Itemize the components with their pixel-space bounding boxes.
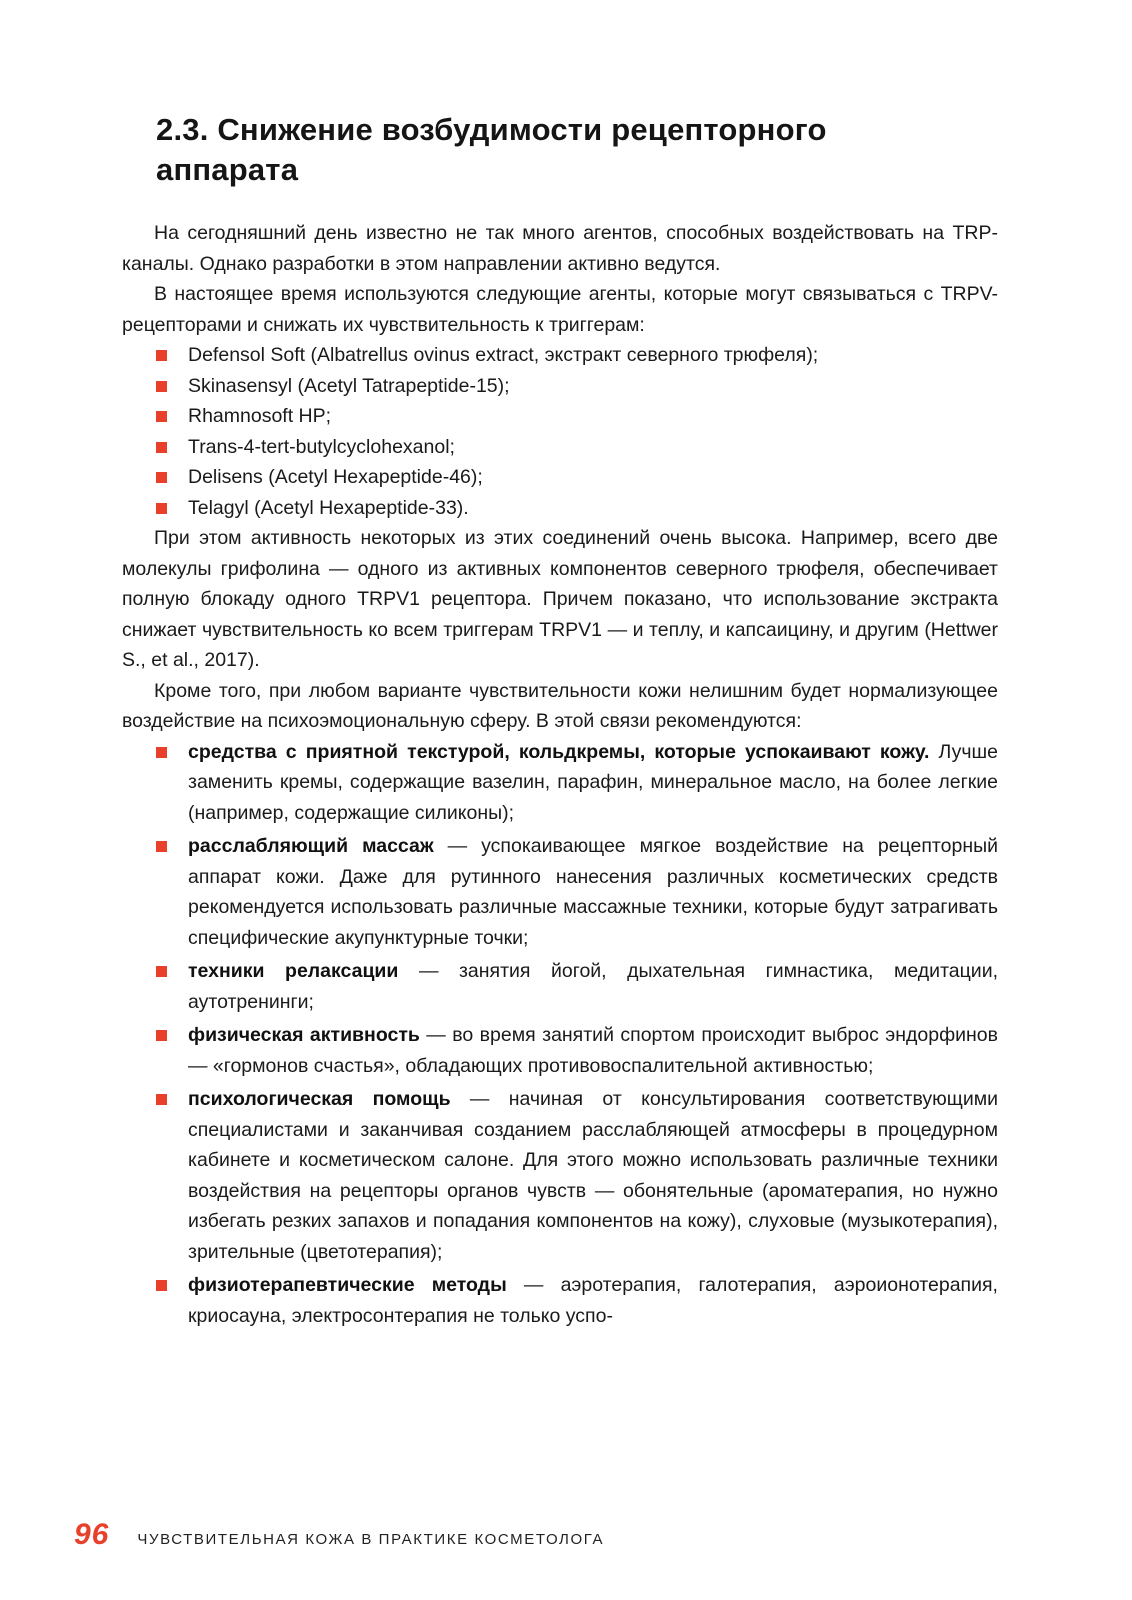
recommendations-list bbox=[122, 737, 998, 1332]
paragraph-intro: На сегодняшний день известно не так много агентов, способных воздействовать на TRP-каналы. Однако разработки в этом направлении активно ведутся. bbox=[122, 222, 998, 275]
paragraph-agents-intro: В настоящее время используются следующие агенты, которые могут связываться с TRPV-рецепторами и снижать их чувствительность к триггерам: bbox=[122, 283, 998, 336]
recommendation-item bbox=[122, 737, 998, 829]
agent-list-item bbox=[122, 432, 998, 463]
bullet-square-icon bbox=[156, 841, 167, 852]
page-content bbox=[122, 110, 998, 1334]
paragraph-recommendations-intro: Кроме того, при любом варианте чувствительности кожи нелишним будет нормализующее воздействие на психоэмоциональную сферу. В этой связи рекомендуются: bbox=[122, 679, 998, 732]
recommendation-term: расслабляющий массаж bbox=[188, 835, 434, 857]
bullet-square-icon bbox=[156, 411, 167, 422]
agent-text: Skinasensyl (Acetyl Tatrapeptide-15); bbox=[188, 374, 510, 397]
recommendation-term: психологическая помощь bbox=[188, 1088, 451, 1110]
recommendation-text: — аэротерапия, галотерапия, аэроионотерапия, криосауна, электросонтерапия не только успо- bbox=[188, 1274, 998, 1327]
bullet-square-icon bbox=[156, 503, 167, 514]
recommendation-item bbox=[122, 956, 998, 1017]
agent-text: Delisens (Acetyl Hexapeptide-46); bbox=[188, 466, 483, 488]
bullet-square-icon bbox=[156, 747, 167, 758]
page-footer bbox=[74, 1518, 604, 1552]
agent-list-item bbox=[122, 401, 998, 432]
bullet-square-icon bbox=[156, 1030, 167, 1041]
recommendation-text: — успокаивающее мягкое воздействие на рецепторный аппарат кожи. Даже для рутинного нанесения различных косметических средств рекомендуется использовать различные массажные техники, которые будут затрагивать специфические акупунктурные точки; bbox=[188, 835, 998, 949]
agent-text: Defensol Soft (Albatrellus ovinus extract, экстракт северного трюфеля); bbox=[188, 344, 819, 366]
agents-list bbox=[122, 340, 998, 523]
section-heading: 2.3. Снижение возбудимости рецепторного аппарата bbox=[156, 112, 827, 187]
recommendation-term: техники релаксации bbox=[188, 960, 399, 982]
agent-text: Telagyl (Acetyl Hexapeptide-33). bbox=[188, 496, 469, 519]
agent-text: Trans-4-tert-butylcyclohexanol; bbox=[188, 435, 455, 458]
bullet-square-icon bbox=[156, 966, 167, 977]
agent-list-item bbox=[122, 462, 998, 493]
agent-list-item bbox=[122, 371, 998, 402]
bullet-square-icon bbox=[156, 1280, 167, 1291]
recommendation-text: Лучше заменить кремы, содержащие вазелин, парафин, минеральное масло, на более легкие (например, содержащие силиконы); bbox=[188, 740, 998, 824]
bullet-square-icon bbox=[156, 1094, 167, 1105]
recommendation-text: — во время занятий спортом происходит выброс эндорфинов — «гормонов счастья», обладающих противовоспалительной активностью; bbox=[188, 1024, 998, 1077]
bullet-square-icon bbox=[156, 350, 167, 361]
recommendation-text: — занятия йогой, дыхательная гимнастика, медитации, аутотренинги; bbox=[188, 960, 999, 1013]
bullet-square-icon bbox=[156, 472, 167, 483]
recommendation-item bbox=[122, 831, 998, 953]
recommendation-text: — начиная от консультирования соответствующими специалистами и заканчивая созданием расслабляющей атмосферы в процедурном кабинете и косметическом салоне. Для этого можно использовать различные техники воздействия на рецепторы органов чувств — обонятельные (ароматерапия, но нужно избегать резких запахов и попадания компонентов на кожу), слуховые (музыкотерапия), зрительные (цветотерапия); bbox=[188, 1088, 999, 1263]
agent-list-item bbox=[122, 493, 998, 524]
recommendation-term: физиотерапевтические методы bbox=[188, 1274, 507, 1296]
agent-text: Rhamnosoft HP; bbox=[188, 405, 332, 427]
agent-list-item bbox=[122, 340, 998, 371]
recommendation-item bbox=[122, 1020, 998, 1081]
paragraph-activity: При этом активность некоторых из этих соединений очень высока. Например, всего две молекулы грифолина — одного из активных компонентов северного трюфеля, обеспечивает полную блокаду одного TRPV1 рецептора. Причем показано, что использование экстракта снижает чувствительность ко всем триггерам TRPV1 — и теплу, и капсаицину, и другим (Hettwer S., et al., 2017). bbox=[122, 527, 998, 671]
bullet-square-icon bbox=[156, 442, 167, 453]
page-number: 96 bbox=[74, 1518, 110, 1551]
bullet-square-icon bbox=[156, 381, 167, 392]
recommendation-item bbox=[122, 1084, 998, 1267]
recommendation-term: физическая активность bbox=[188, 1024, 420, 1046]
recommendation-item bbox=[122, 1270, 998, 1331]
running-title: ЧУВСТВИТЕЛЬНАЯ КОЖА В ПРАКТИКЕ КОСМЕТОЛОГА bbox=[137, 1531, 605, 1548]
recommendation-term: средства с приятной текстурой, кольдкремы, которые успокаивают кожу. bbox=[188, 740, 930, 763]
